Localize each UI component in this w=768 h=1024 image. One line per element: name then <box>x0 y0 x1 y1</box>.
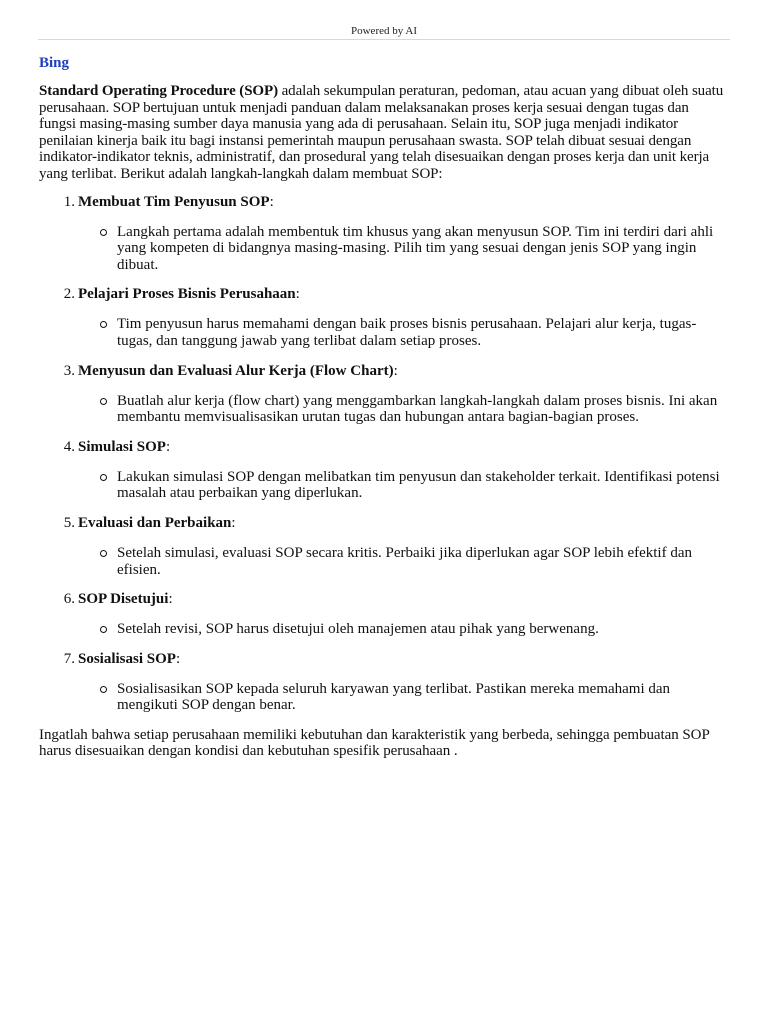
step-detail-text: Tim penyusun harus memahami dengan baik proses bisnis perusahaan. Pelajari alur kerja, tugas-tugas, dan tanggung jawab yang terlibat dalam setiap proses. <box>117 316 697 349</box>
step-heading <box>39 194 727 211</box>
step-colon: : <box>175 650 181 667</box>
source-label: Bing <box>39 55 70 71</box>
step-item <box>39 363 727 426</box>
step-detail <box>39 681 727 714</box>
step-number: 5. <box>63 514 75 531</box>
step-colon: : <box>165 438 171 455</box>
step-detail-list <box>39 224 727 274</box>
circle-bullet-icon <box>100 474 107 481</box>
step-number: 6. <box>63 591 75 608</box>
step-detail <box>39 224 727 274</box>
header-divider <box>38 39 730 40</box>
step-colon: : <box>269 193 274 210</box>
step-heading <box>39 286 727 303</box>
conclusion-paragraph: Ingatlah bahwa setiap perusahaan memiliki kebutuhan dan karakteristik yang berbeda, sehingga pembuatan SOP harus disesuaikan dengan kondisi dan kebutuhan spesifik perusahaan . <box>39 726 710 760</box>
step-item <box>39 286 727 349</box>
step-number: 2. <box>63 286 75 303</box>
step-heading <box>39 515 727 532</box>
step-detail <box>39 545 727 578</box>
step-detail-text: Buatlah alur kerja (flow chart) yang menggambarkan langkah-langkah dalam proses bisnis. Ini akan membantu memvisualisasikan urutan tugas dan hubungan antara bagian-bagian proses. <box>117 392 718 426</box>
step-detail <box>39 393 727 426</box>
step-item <box>39 515 727 578</box>
step-item <box>39 651 727 714</box>
step-detail-text: Lakukan simulasi SOP dengan melibatkan tim penyusun dan stakeholder terkait. Identifikasi potensi masalah atau perbaikan yang diperlukan. <box>117 468 720 502</box>
step-detail-list <box>39 393 727 426</box>
intro-text: adalah sekumpulan peraturan, pedoman, atau acuan yang dibuat oleh suatu perusahaan. SOP bertujuan untuk menjadi panduan dalam melaksanakan proses kerja sesuai dengan tugas dan fungsi masing-masing sumber daya manusia yang ada di perusahaan. Selain itu, SOP juga menjadi indikator penilaian kinerja baik itu bagi instansi pemerintah maupun perusahaan swasta. SOP telah dibuat sesuai dengan indikator-indikator teknis, administratif, dan prosedural yang telah disesuaikan dengan proses kerja dan unit kerja yang terlibat. Berikut adalah langkah-langkah dalam membuat SOP: <box>39 83 724 182</box>
step-title: Evaluasi dan Perbaikan <box>78 514 232 531</box>
step-heading <box>39 439 727 456</box>
steps-list <box>39 194 727 714</box>
intro-paragraph <box>39 83 727 183</box>
step-item <box>39 194 727 274</box>
step-heading <box>39 591 727 608</box>
step-detail-list <box>39 316 727 349</box>
step-detail-list <box>39 469 727 502</box>
step-title: Sosialisasi SOP <box>78 650 176 667</box>
step-detail-list <box>39 621 727 638</box>
circle-bullet-icon <box>100 398 107 405</box>
powered-by-label: Powered by AI <box>351 25 417 37</box>
step-detail-list <box>39 681 727 714</box>
step-number: 3. <box>63 362 75 379</box>
step-detail-text: Langkah pertama adalah membentuk tim khusus yang akan menyusun SOP. Tim ini terdiri dari ahli yang kompeten di bidangnya masing-masing. Pilih tim yang sesuai dengan jenis SOP yang ingin dibuat. <box>117 223 714 273</box>
step-item <box>39 591 727 638</box>
document-body <box>39 54 727 760</box>
step-detail-text: Setelah simulasi, evaluasi SOP secara kritis. Perbaiki jika diperlukan agar SOP lebih efektif dan efisien. <box>117 544 692 578</box>
circle-bullet-icon <box>100 229 107 236</box>
step-title: Simulasi SOP <box>78 438 166 455</box>
step-title: SOP Disetujui <box>78 591 169 608</box>
circle-bullet-icon <box>100 686 107 693</box>
intro-term: Standard Operating Procedure (SOP) <box>39 83 278 99</box>
step-number: 4. <box>63 438 75 455</box>
step-colon: : <box>168 591 173 608</box>
step-detail-text: Setelah revisi, SOP harus disetujui oleh manajemen atau pihak yang berwenang. <box>117 621 599 638</box>
step-detail <box>39 316 727 349</box>
circle-bullet-icon <box>100 626 107 633</box>
step-heading <box>39 651 727 668</box>
step-colon: : <box>295 286 300 303</box>
step-heading <box>39 363 727 380</box>
step-number: 7. <box>63 650 75 667</box>
step-title: Membuat Tim Penyusun SOP <box>78 193 270 210</box>
step-title: Pelajari Proses Bisnis Perusahaan <box>78 286 296 303</box>
step-colon: : <box>231 514 236 531</box>
step-detail-list <box>39 545 727 578</box>
circle-bullet-icon <box>100 321 107 328</box>
step-title: Menyusun dan Evaluasi Alur Kerja (Flow Chart) <box>78 362 394 379</box>
page-header <box>38 22 730 40</box>
circle-bullet-icon <box>100 550 107 557</box>
step-item <box>39 439 727 502</box>
step-colon: : <box>393 362 398 379</box>
step-detail-text: Sosialisasikan SOP kepada seluruh karyawan yang terlibat. Pastikan mereka memahami dan mengikuti SOP dengan benar. <box>117 680 671 714</box>
step-detail <box>39 469 727 502</box>
step-number: 1. <box>63 193 75 210</box>
step-detail <box>39 621 727 638</box>
